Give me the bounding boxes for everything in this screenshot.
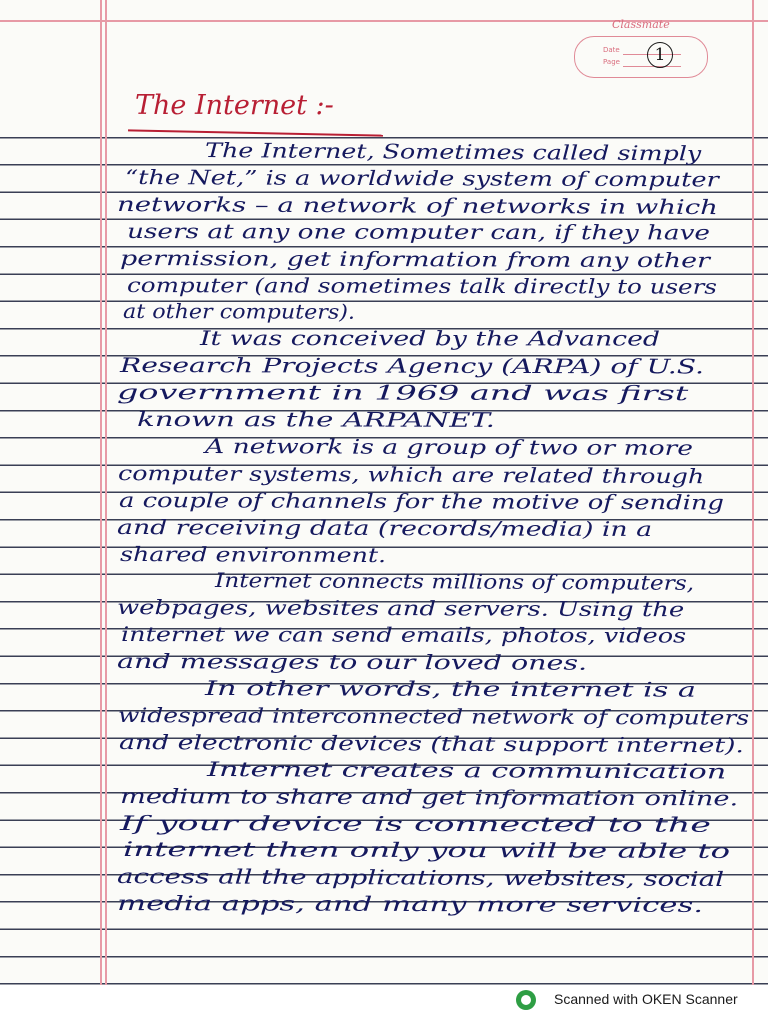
text-line: users at any one computer can, if they have <box>127 218 711 245</box>
text-line: and receiving data (records/media) in a <box>117 514 653 541</box>
text-line: internet we can send emails, photos, videos <box>121 622 687 648</box>
text-line: access all the applications, websites, social <box>117 864 725 892</box>
date-label: Date <box>603 46 620 54</box>
text-line: It was conceived by the Advanced <box>200 326 661 351</box>
page-title: The Internet :- <box>135 90 334 121</box>
text-line: a couple of channels for the motive of sending <box>119 487 725 515</box>
text-line: computer systems, which are related through <box>118 460 705 489</box>
text-line: “the Net,” is a worldwide system of computer <box>125 164 719 192</box>
scan-footer <box>0 985 768 1024</box>
text-line: internet then only you will be able to <box>123 837 731 864</box>
text-line: and messages to our loved ones. <box>117 649 588 675</box>
text-line: Research Projects Agency (ARPA) of U.S. <box>120 353 705 379</box>
scanner-watermark: Scanned with OKEN Scanner <box>554 991 738 1007</box>
text-line: Internet creates a communication <box>207 756 727 784</box>
text-line: permission, get information from any other <box>120 245 710 272</box>
text-line: webpages, websites and servers. Using the <box>117 595 685 622</box>
text-line: medium to share and get information online. <box>120 783 739 810</box>
text-line: shared environment. <box>120 541 387 567</box>
text-line: computer (and sometimes talk directly to users <box>127 272 717 299</box>
text-line: government in 1969 and was first <box>117 380 689 406</box>
text-line: and electronic devices (that support internet). <box>119 729 745 758</box>
text-line: In other words, the internet is a <box>205 676 697 702</box>
page-number: 1 <box>647 42 673 68</box>
text-line: widespread interconnected network of computers <box>118 702 750 730</box>
text-line: Internet connects millions of computers, <box>215 568 695 596</box>
text-line: media apps, and many more services. <box>117 891 704 918</box>
text-line: networks – a network of networks in which <box>117 191 719 219</box>
text-line: A network is a group of two or more <box>205 433 694 460</box>
scanner-logo-icon <box>516 990 536 1010</box>
text-line: known as the ARPANET. <box>137 407 496 432</box>
text-line: If your device is connected to the <box>120 810 712 837</box>
text-line: at other computers). <box>123 299 356 325</box>
page-label: Page <box>603 58 620 66</box>
text-line: The Internet, Sometimes called simply <box>205 138 702 166</box>
notebook-brand: Classmate <box>612 18 670 31</box>
